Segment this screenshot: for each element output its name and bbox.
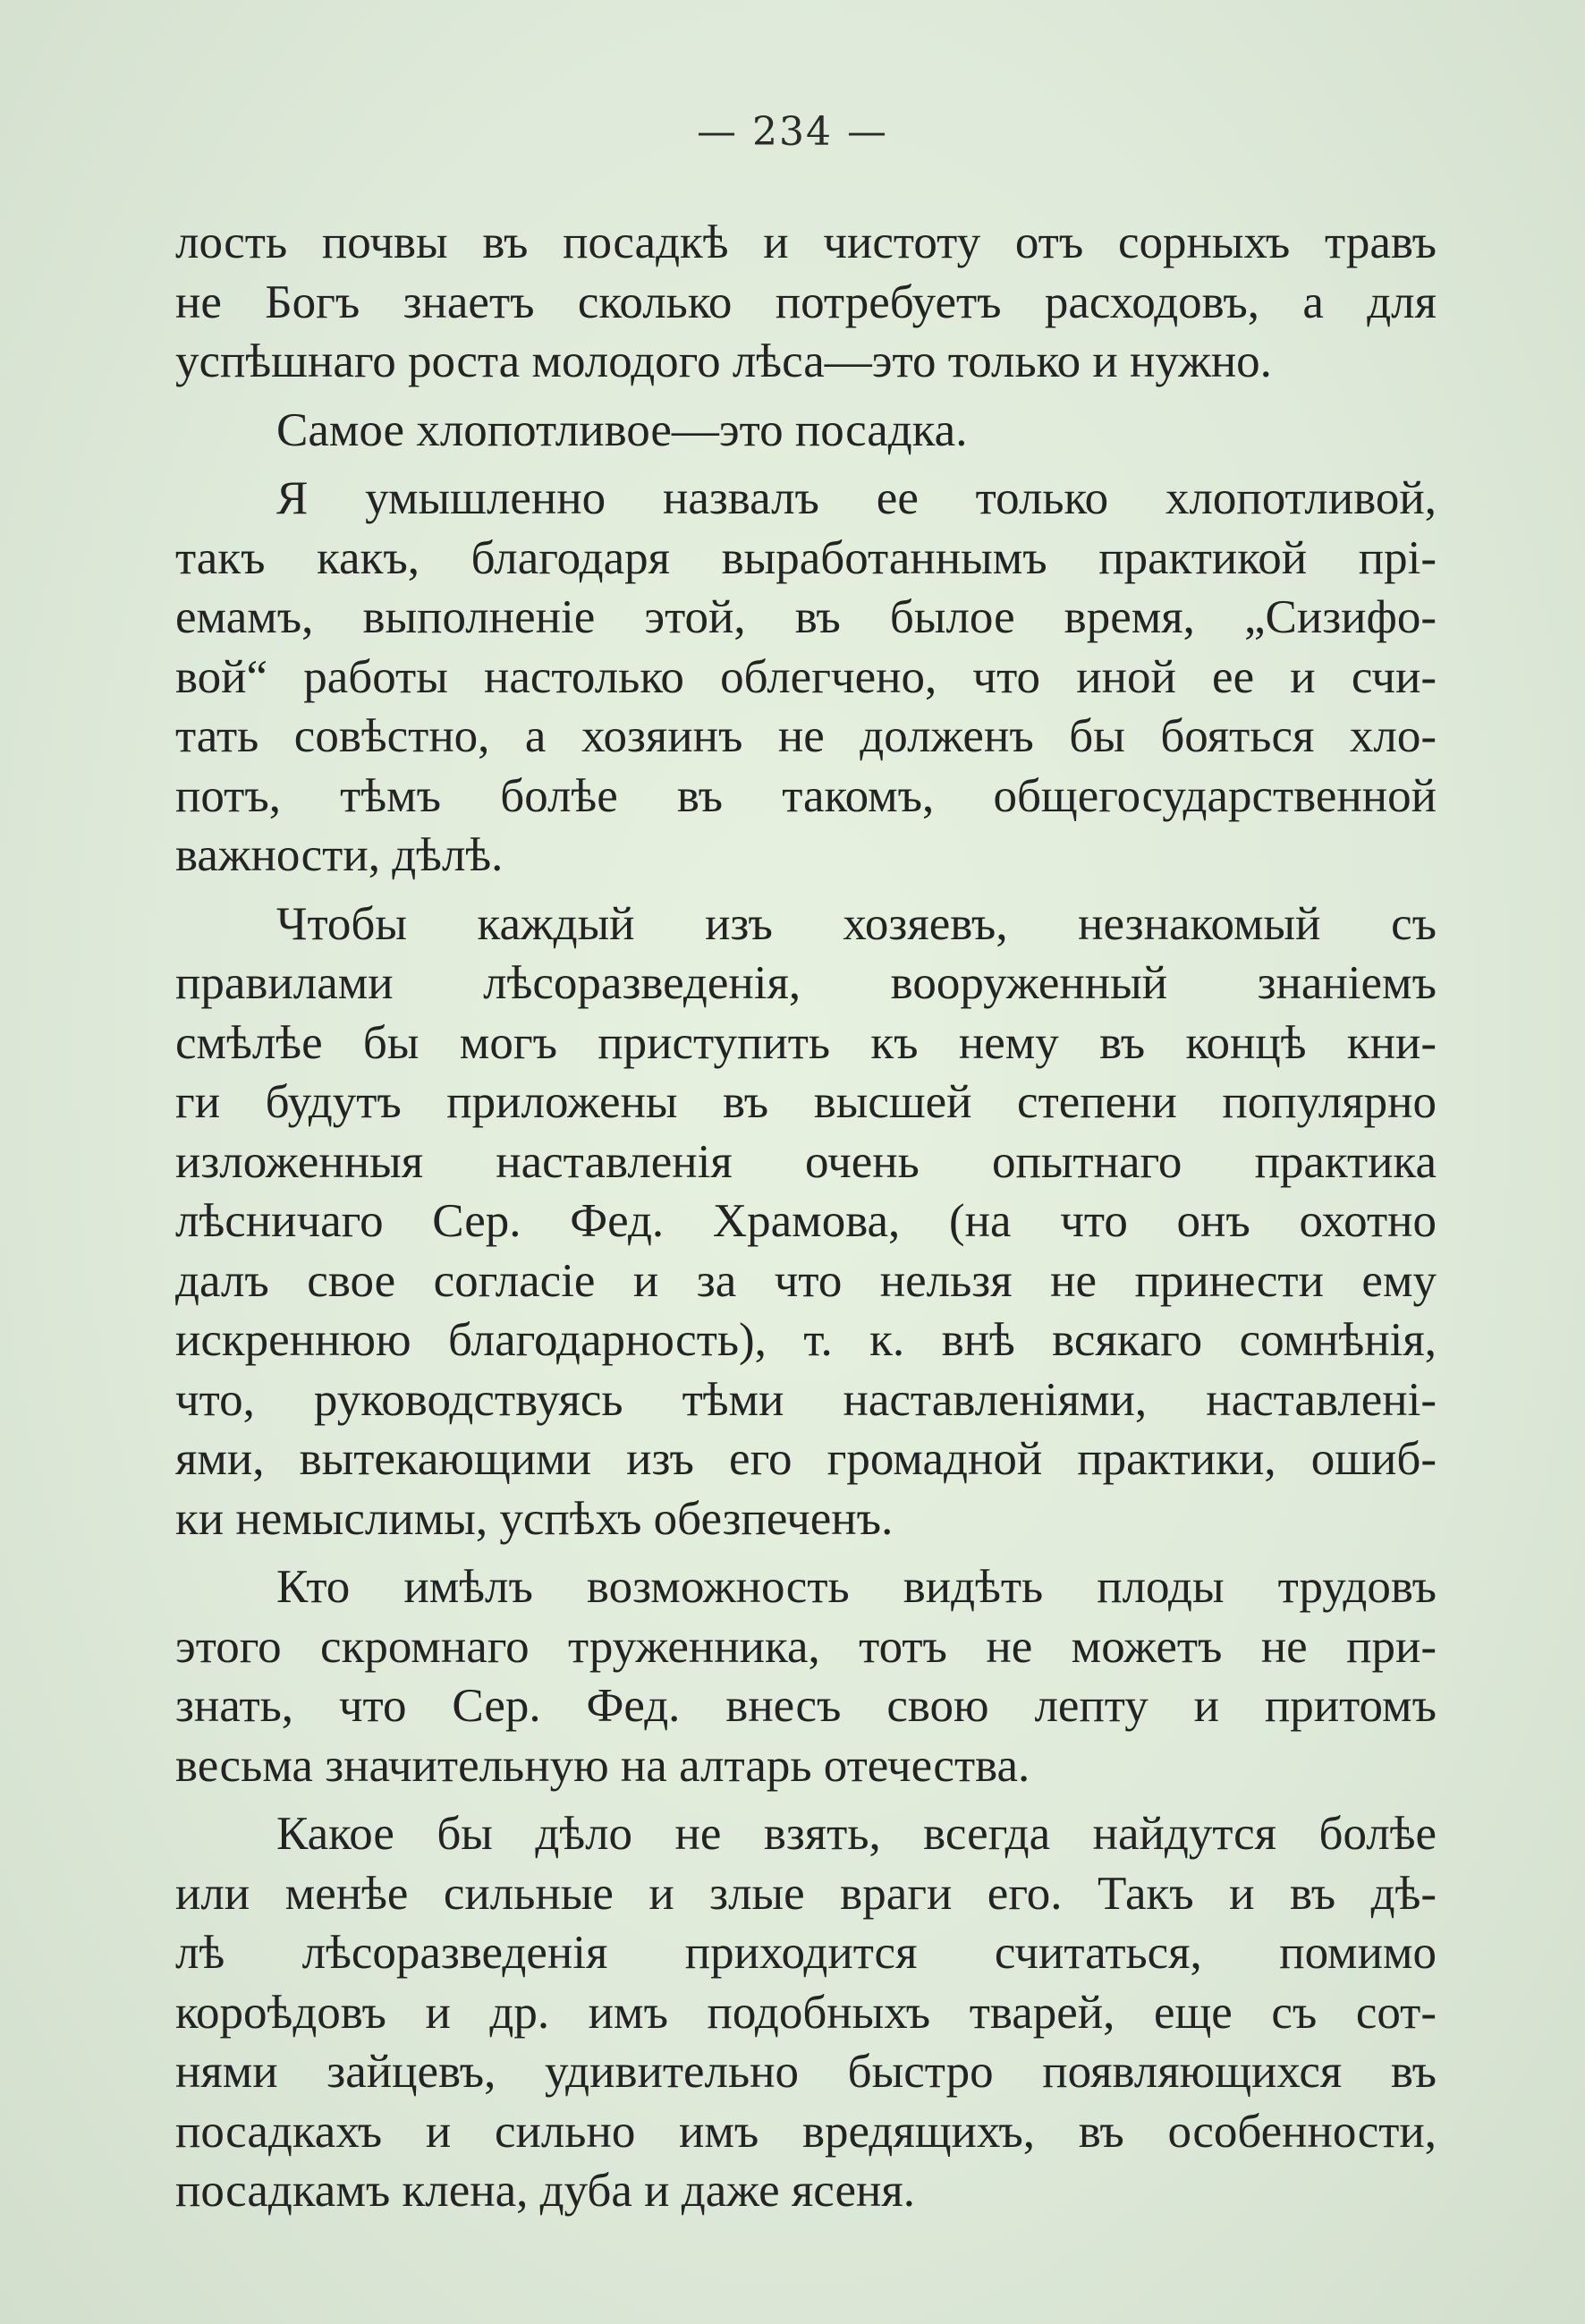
text-line: важности, дѣлѣ. (175, 829, 504, 881)
text-line: весьма значительную на алтарь отечества. (175, 1739, 1030, 1792)
text-line: ки немыслимы, успѣхъ обезпеченъ. (175, 1492, 894, 1545)
text-line: Чтобы каждый изъ хозяевъ, незнакомый съ (276, 897, 1437, 950)
text-line: лость почвы въ посадкѣ и чистоту отъ сорныхъ травъ (175, 216, 1437, 268)
text-line: вой“ работы настолько облегчено, что иной ее и счи- (175, 650, 1437, 703)
paragraph (175, 401, 1437, 461)
text-line: Я умышленно назвалъ ее только хлопотливой, (276, 472, 1437, 524)
text-line: ями, вытекающими изъ его громадной практики, ошиб- (175, 1433, 1437, 1485)
text-line: лѣсничаго Сер. Фед. Храмова, (на что онъ охотно (175, 1195, 1437, 1247)
paragraph (175, 469, 1437, 886)
paragraph (175, 895, 1437, 1549)
paragraph (175, 1804, 1437, 2221)
text-line: Самое хлопотливое—это посадка. (276, 403, 968, 456)
text-line: далъ свое согласіе и за что нельзя не принести ему (175, 1254, 1437, 1307)
text-line: Кто имѣлъ возможность видѣть плоды трудовъ (276, 1561, 1437, 1613)
text-line: Какое бы дѣло не взять, всегда найдутся болѣе (276, 1808, 1437, 1860)
paragraph (175, 213, 1437, 392)
body-text (175, 213, 1437, 2221)
text-line: лѣ лѣсоразведенія приходится считаться, помимо (175, 1927, 1437, 1979)
text-line: короѣдовъ и др. имъ подобныхъ тварей, еще съ сот- (175, 1986, 1437, 2039)
text-line: тать совѣстно, а хозяинъ не долженъ бы бояться хло- (175, 710, 1437, 762)
page-number: — 234 — (697, 109, 888, 155)
text-line: не Богъ знаетъ сколько потребуетъ расходовъ, а для (175, 276, 1437, 328)
paragraph (175, 1557, 1437, 1795)
text-line: емамъ, выполненіе этой, въ былое время, „Сизифо- (175, 591, 1437, 643)
text-line: искреннюю благодарность), т. к. внѣ всякаго сомнѣнія, (175, 1314, 1437, 1366)
text-line: или менѣе сильные и злые враги его. Такъ и въ дѣ- (175, 1867, 1437, 1920)
text-line: что, руководствуясь тѣми наставленіями, наставлені- (175, 1373, 1437, 1426)
text-line: знать, что Сер. Фед. внесъ свою лепту и притомъ (175, 1680, 1437, 1732)
text-line: успѣшнаго роста молодого лѣса—это только и нужно. (175, 335, 1272, 387)
text-line: правилами лѣсоразведенія, вооруженный знаніемъ (175, 957, 1437, 1009)
text-line: смѣлѣе бы могъ приступить къ нему въ концѣ кни- (175, 1016, 1437, 1069)
text-line: ги будутъ приложены въ высшей степени популярно (175, 1076, 1437, 1128)
text-line: этого скромнаго труженника, тотъ не можетъ не при- (175, 1620, 1437, 1673)
text-line: потъ, тѣмъ болѣе въ такомъ, общегосударственной (175, 769, 1437, 822)
text-line: посадкамъ клена, дуба и даже ясеня. (175, 2165, 915, 2217)
text-line: нями зайцевъ, удивительно быстро появляющихся въ (175, 2046, 1437, 2098)
text-line: такъ какъ, благодаря выработаннымъ практикой прі- (175, 531, 1437, 584)
text-line: изложенныя наставленія очень опытнаго практика (175, 1135, 1437, 1188)
text-line: посадкахъ и сильно имъ вредящихъ, въ особенности, (175, 2105, 1437, 2158)
